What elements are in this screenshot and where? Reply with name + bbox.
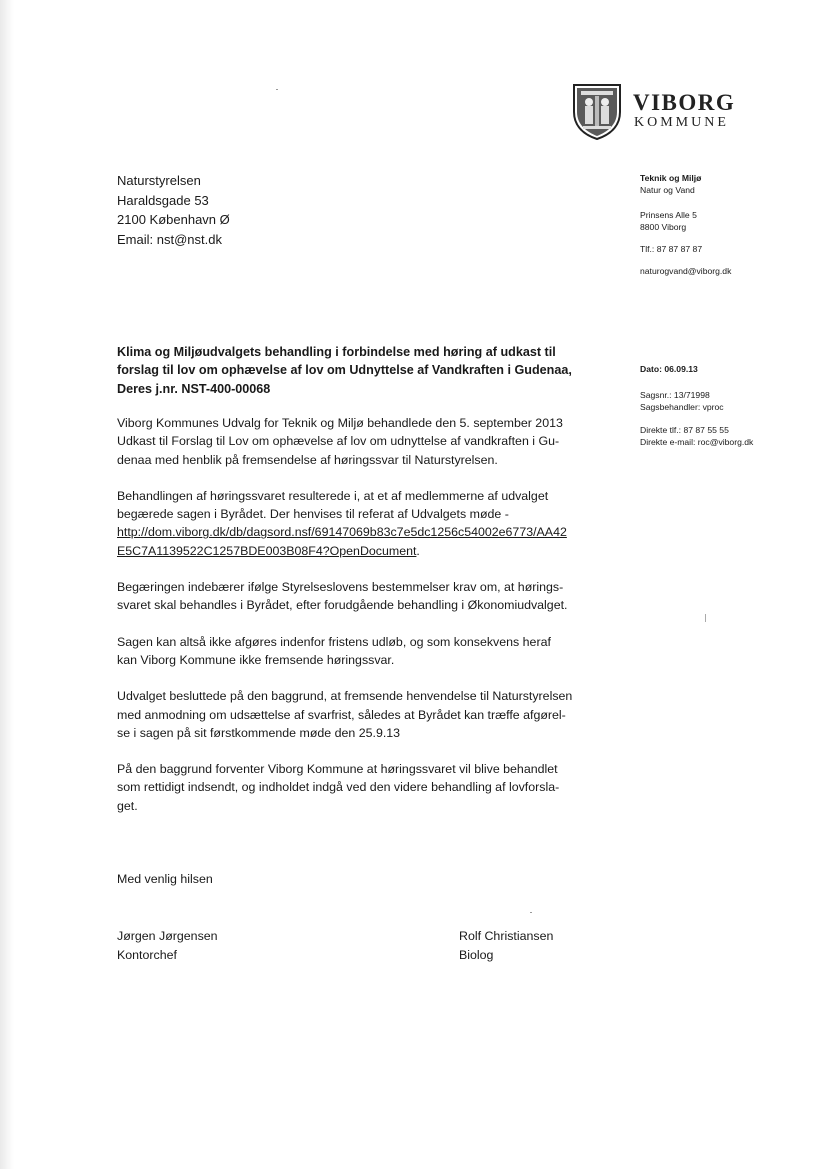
signer-title: Kontorchef: [117, 947, 177, 962]
case-meta: [640, 389, 753, 448]
sender-city: 8800 Viborg: [640, 221, 687, 232]
logo-subtitle: KOMMUNE: [634, 115, 729, 130]
paragraph-3: [117, 578, 617, 615]
coat-of-arms-icon: [571, 82, 623, 140]
direct-email: Direkte e-mail: roc@viborg.dk: [640, 436, 754, 447]
logo-name: VIBORG: [633, 90, 736, 115]
scan-edge: [0, 0, 14, 1169]
body-line: svaret skal behandles i Byrådet, efter forudgående behandling i Økonomiudvalget.: [117, 598, 568, 613]
paragraph-4: [117, 633, 617, 670]
case-number: Sagsnr.: 13/71998: [640, 390, 710, 400]
body-line: Viborg Kommunes Udvalg for Teknik og Miljø behandlede den 5. september 2013: [117, 416, 563, 430]
sender-department: Teknik og Miljø: [640, 173, 702, 183]
letter-subject: [117, 343, 597, 398]
letter-date: Dato: 06.09.13: [640, 364, 698, 374]
subject-line: Klima og Miljøudvalgets behandling i forbindelse med høring af udkast til: [117, 345, 556, 359]
body-line: Udkast til Forslag til Lov om ophævelse af lov om udnyttelse af vandkraften i Gu-: [117, 434, 560, 449]
paragraph-5: [117, 687, 617, 742]
signature-left: [117, 927, 218, 964]
viborg-logo: [571, 82, 739, 140]
closing-greeting: Med venlig hilsen: [117, 872, 213, 886]
scan-speck: [705, 614, 706, 622]
case-officer: Sagsbehandler: vproc: [640, 402, 724, 413]
minutes-link-continued[interactable]: E5C7A1139522C1257BDE003B08F4?OpenDocument: [117, 543, 417, 558]
body-line: Udvalget besluttede på den baggrund, at fremsende henvendelse til Naturstyrelsen: [117, 689, 573, 704]
sender-email: naturogvand@viborg.dk: [640, 266, 732, 277]
minutes-link[interactable]: http://dom.viborg.dk/db/dagsord.nsf/69147069b83c7e5dc1256c54002e6773/AA42: [117, 525, 567, 540]
paragraph-6: [117, 760, 617, 815]
recipient-line: Haraldsgade 53: [117, 192, 209, 208]
scan-speck: [530, 912, 532, 913]
scan-speck: [276, 89, 278, 90]
recipient-line: Email: nst@nst.dk: [117, 231, 222, 247]
subject-line: forslag til lov om ophævelse af lov om Udnyttelse af Vandkraften i Gudenaa,: [117, 363, 572, 378]
direct-phone: Direkte tlf.: 87 87 55 55: [640, 424, 729, 435]
link-period: .: [416, 543, 420, 558]
body-line: kan Viborg Kommune ikke fremsende høringssvar.: [117, 652, 395, 667]
body-line: se i sagen på sit førstkommende møde den 25.9.13: [117, 725, 401, 740]
body-line: som rettidigt indsendt, og indholdet indgå ved den videre behandling af lovforsla-: [117, 780, 560, 795]
paragraph-2: [117, 487, 617, 560]
body-line: denaa med henblik på fremsendelse af høringssvar til Naturstyrelsen.: [117, 452, 498, 467]
subject-line: Deres j.nr. NST-400-00068: [117, 381, 271, 396]
paragraph-1: [117, 414, 617, 469]
recipient-line: 2100 København Ø: [117, 212, 230, 227]
letter-body: [117, 414, 617, 833]
signature-right: [459, 927, 553, 964]
sender-street: Prinsens Alle 5: [640, 209, 697, 220]
signer-name: Jørgen Jørgensen: [117, 929, 218, 943]
recipient-address: [117, 171, 230, 249]
body-line: Sagen kan altså ikke afgøres indenfor fristens udløb, og som konsekvens heraf: [117, 634, 551, 649]
sender-info: [640, 172, 810, 278]
body-line: begærede sagen i Byrådet. Der henvises til referat af Udvalgets møde -: [117, 507, 509, 522]
body-line: På den baggrund forventer Viborg Kommune at høringssvaret vil blive behandlet: [117, 762, 558, 777]
body-line: get.: [117, 798, 138, 813]
body-line: med anmodning om udsættelse af svarfrist, således at Byrådet kan træffe afgørel-: [117, 707, 566, 722]
body-line: Behandlingen af høringssvaret resulterede i, at et af medlemmerne af udvalget: [117, 488, 549, 503]
sender-phone: Tlf.: 87 87 87 87: [640, 244, 703, 255]
signer-name: Rolf Christiansen: [459, 929, 554, 943]
body-line: Begæringen indebærer ifølge Styrelseslovens bestemmelser krav om, at hørings-: [117, 580, 564, 595]
sender-unit: Natur og Vand: [640, 185, 695, 196]
signer-title: Biolog: [459, 947, 494, 962]
recipient-line: Naturstyrelsen: [117, 173, 201, 188]
